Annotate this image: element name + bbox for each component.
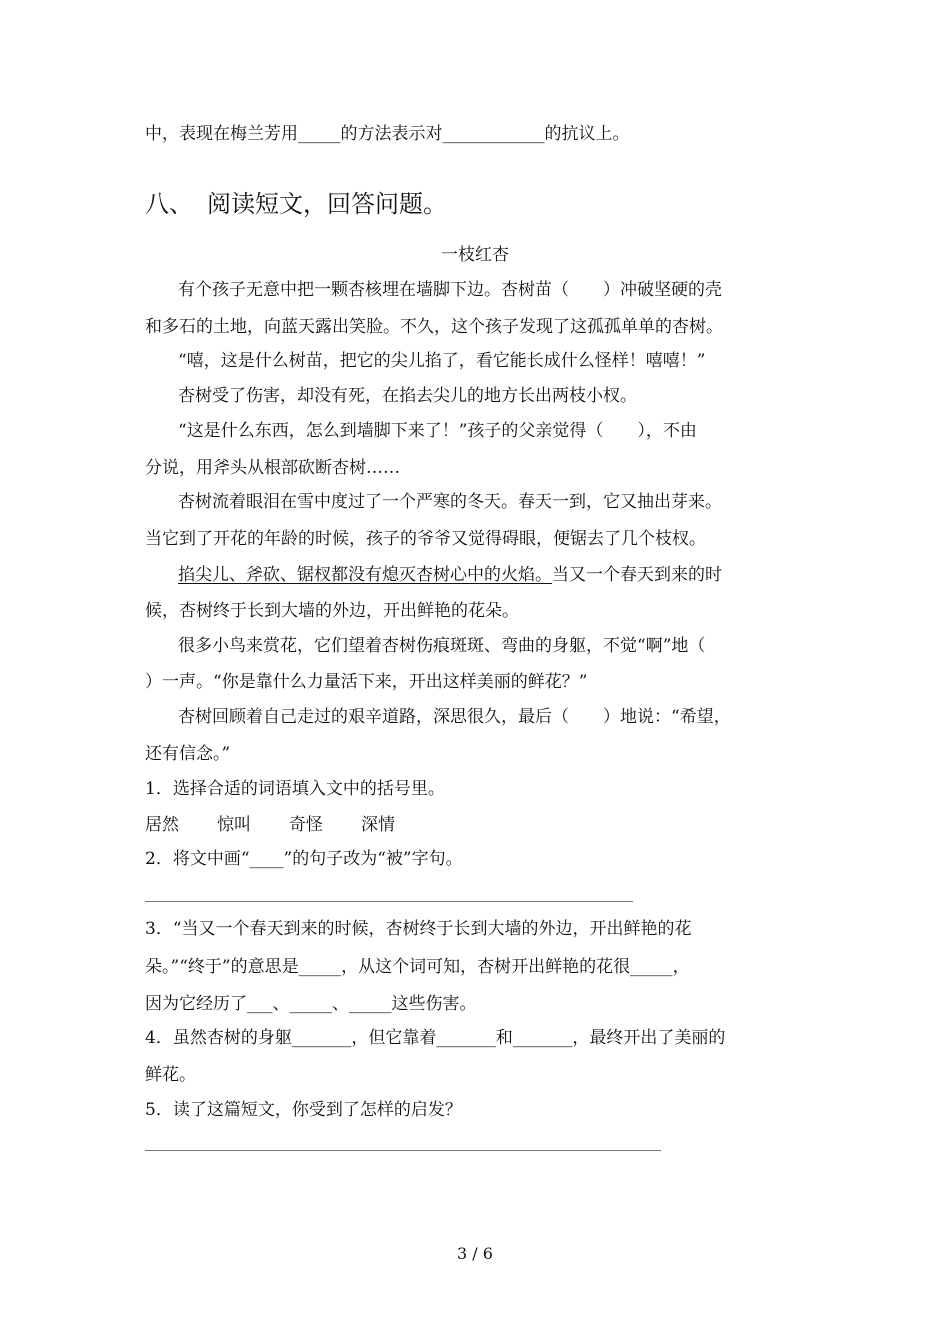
passage-line: 分说，用斧头从根部砍断杏树…… xyxy=(145,458,400,478)
passage-line: 候，杏树终于长到大墙的外边，开出鲜艳的花朵。 xyxy=(145,601,519,621)
passage-line: ）一声。“你是靠什么力量活下来，开出这样美丽的鲜花？” xyxy=(145,672,588,692)
passage-line: 杏树受了伤害，却没有死，在掐去尖儿的地方长出两枝小杈。 xyxy=(178,386,637,406)
passage-line: 杏树流着眼泪在雪中度过了一个严寒的冬天。春天一到，它又抽出芽来。 xyxy=(178,492,722,512)
section-number: 八、 xyxy=(145,190,193,218)
answer-line xyxy=(145,901,633,902)
word-option: 惊叫 xyxy=(217,815,251,835)
passage-line: 很多小鸟来赏花，它们望着杏树伤痕斑斑、弯曲的身躯，不觉“啊”地（ xyxy=(178,636,706,656)
page-number: 3 / 6 xyxy=(457,1244,493,1263)
question-3-line: 因为它经历了___、_____、_____这些伤害。 xyxy=(145,994,477,1014)
word-option: 居然 xyxy=(145,815,179,835)
passage-line: 和多石的土地，向蓝天露出笑脸。不久，这个孩子发现了这孤孤单单的杏树。 xyxy=(145,317,723,337)
passage-line: 有个孩子无意中把一颗杏核埋在墙脚下边。杏树苗（ ）冲破坚硬的壳 xyxy=(178,280,722,300)
word-option: 奇怪 xyxy=(289,815,323,835)
word-option: 深情 xyxy=(361,815,395,835)
passage-line xyxy=(178,563,722,587)
question-3-line: 朵。”“终于”的意思是_____，从这个词可知，杏树开出鲜艳的花很_____， xyxy=(145,957,690,977)
question-4-line: 鲜花。 xyxy=(145,1065,196,1085)
underlined-sentence: 掐尖儿、斧砍、锯杈都没有熄灭杏树心中的火焰。 xyxy=(178,565,552,585)
answer-line xyxy=(145,1150,661,1151)
passage-line: 还有信念。” xyxy=(145,744,231,764)
passage-text: 当又一个春天到来的时 xyxy=(552,565,722,585)
question-4: 4．虽然杏树的身躯_______，但它靠着_______和_______，最终开出了美丽的 xyxy=(145,1028,726,1048)
passage-line: “嘻，这是什么树苗，把它的尖儿掐了，看它能长成什么怪样！嘻嘻！” xyxy=(178,351,706,371)
question-1: 1．选择合适的词语填入文中的括号里。 xyxy=(145,779,445,799)
question-3: 3．“当又一个春天到来的时候，杏树终于长到大墙的外边，开出鲜艳的花 xyxy=(145,919,692,939)
story-title: 一枝红杏 xyxy=(441,245,509,265)
section-heading xyxy=(145,188,447,220)
passage-line: “这是什么东西，怎么到墙脚下来了！”孩子的父亲觉得（ ），不由 xyxy=(178,421,697,441)
section-heading-text: 阅读短文，回答问题。 xyxy=(207,190,447,218)
continued-line: 中，表现在梅兰芳用_____的方法表示对____________的抗议上。 xyxy=(145,124,630,144)
question-5: 5．读了这篇短文，你受到了怎样的启发？ xyxy=(145,1100,462,1120)
passage-line: 当它到了开花的年龄的时候，孩子的爷爷又觉得碍眼，便锯去了几个枝杈。 xyxy=(145,529,706,549)
passage-line: 杏树回顾着自己走过的艰辛道路，深思很久，最后（ ）地说：“希望， xyxy=(178,707,731,727)
word-options xyxy=(145,813,433,837)
question-2: 2．将文中画“____”的句子改为“被”字句。 xyxy=(145,849,463,869)
